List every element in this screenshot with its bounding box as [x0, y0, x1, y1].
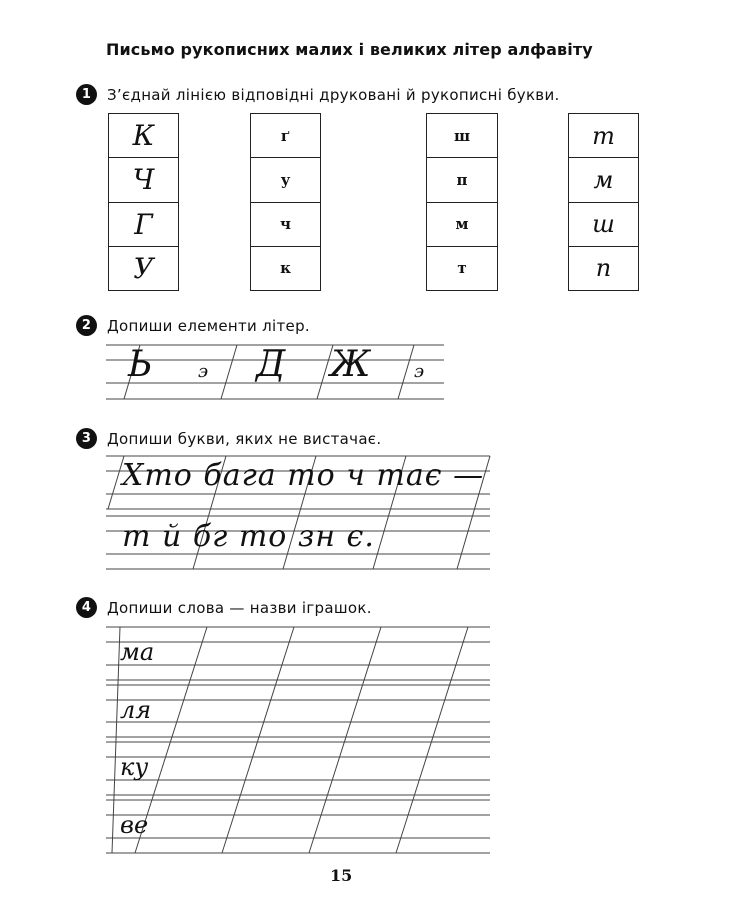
handwritten-letter-element: Ь: [128, 344, 153, 385]
printed-letter[interactable]: ґ: [251, 114, 320, 158]
handwritten-letter-element: Ж: [330, 344, 371, 385]
handwritten-letter-element: э: [198, 361, 209, 382]
printed-letter[interactable]: ш: [427, 114, 497, 158]
word-start: ве: [120, 811, 149, 839]
task-number-badge: 4: [76, 597, 97, 618]
handwritten-letter[interactable]: м: [569, 158, 638, 202]
handwritten-sentence-line-1: Хто бага то ч тає —: [122, 458, 485, 493]
printed-letter[interactable]: м: [427, 203, 497, 247]
task-instruction: Допиши елементи літер.: [107, 316, 310, 335]
printed-letter[interactable]: у: [251, 158, 320, 202]
handwritten-letter[interactable]: п: [595, 254, 612, 283]
task-instruction: З’єднай лінією відповідні друковані й рукописні букви.: [107, 85, 560, 104]
handwritten-sentence-line-2: т й бг то зн є.: [122, 519, 375, 554]
handwritten-letter[interactable]: т: [569, 114, 638, 158]
handwritten-letter[interactable]: Г: [109, 203, 178, 247]
printed-letter[interactable]: к: [280, 259, 291, 278]
page-title: Письмо рукописних малих і великих літер алфавіту: [106, 40, 593, 59]
task-number-badge: 3: [76, 428, 97, 449]
printed-letter[interactable]: ч: [251, 203, 320, 247]
task-instruction: Допиши букви, яких не вистачає.: [107, 429, 382, 448]
task-number-badge: 2: [76, 315, 97, 336]
printed-letter[interactable]: п: [427, 158, 497, 202]
handwritten-letter[interactable]: У: [133, 251, 154, 285]
word-start: ку: [120, 753, 149, 781]
page-number: 15: [330, 866, 353, 885]
handwritten-letter[interactable]: К: [109, 114, 178, 158]
word-start: ля: [120, 696, 152, 724]
task-instruction: Допиши слова — назви іграшок.: [107, 598, 372, 617]
word-start: ма: [120, 638, 155, 666]
handwritten-letter-element: Д: [256, 344, 286, 385]
handwritten-letter-element: э: [414, 361, 425, 382]
task-number-badge: 1: [76, 84, 97, 105]
handwritten-letter[interactable]: ш: [569, 203, 638, 247]
handwritten-letter[interactable]: Ч: [109, 158, 178, 202]
printed-letter[interactable]: т: [457, 259, 467, 278]
